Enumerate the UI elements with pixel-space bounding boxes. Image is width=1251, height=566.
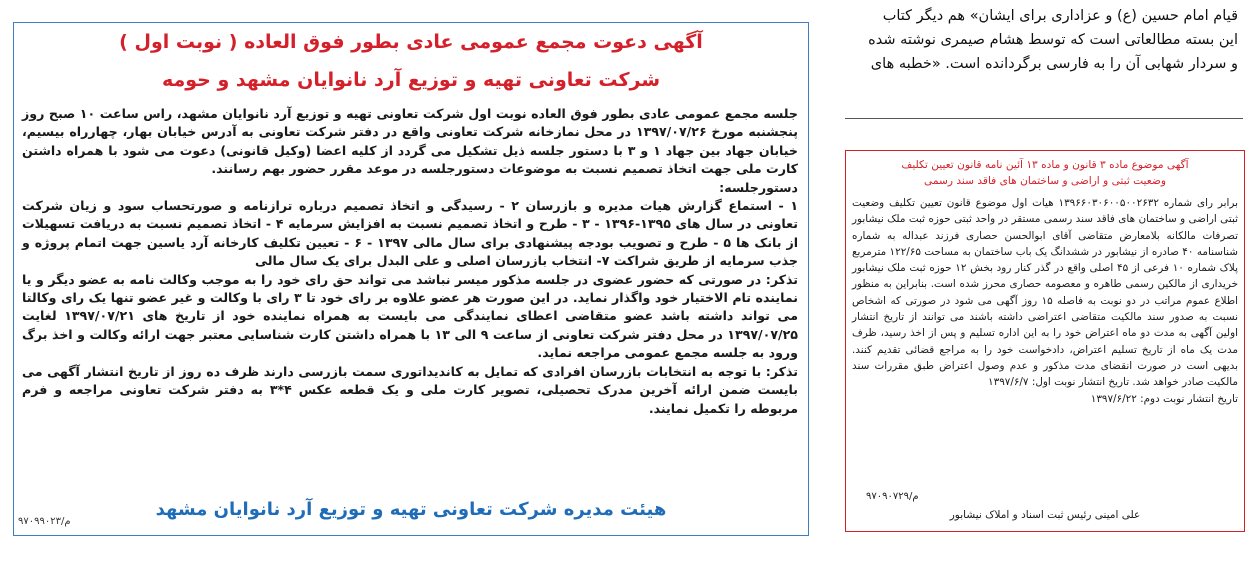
ad-agenda-label: دستورجلسه: [719,179,798,195]
ad-agenda-items: ۱ - استماع گزارش هیات مدیره و بازرسان ۲ - رسیدگی و اتخاذ تصمیم درباره ترازنامه و صورتحساب سود و زیان شرکت تعاونی در سال های ۱۳۹۵-۱۳۹۶ - ۳ - طرح و اتخاذ تصمیم نسبت به افزایش سرمایه ۴ - اتخاذ تصمیم نسبت به دریافت تسهیلات از بانک ها ۵ - طرح و تصویب بودجه پیشنهادی برای سال مالی ۱۳۹۷ - ۶ - تعیین تکلیف کارخانه آرد یاسین جهت اتمام پروژه و جذب سرمایه از طریق شراکت ۷- انتخاب بازرسان اصلی و علی البدل برای یک سال مالی [22,198,799,269]
ad-title: آگهی دعوت مجمع عمومی عادی بطور فوق العاده ( نوبت اول ) [119,31,703,53]
ad-reference-number: ۹۷۰۹۹۰۲۳/م [18,516,71,527]
ad-paragraph-intro: جلسه مجمع عمومی عادی بطور فوق العاده نوبت اول شرکت تعاونی تهیه و توزیع آرد نانوایان مشهد، راس ساعت ۱۰ صبح روز پنجشنبه مورخ ۱۳۹۷/۰۷/۲۶ در محل نمازخانه شرکت تعاونی واقع در دفتر شرکت تعاونی به آدرس خیابان بهار، چهارراه بیسیم، خیابان جهاد بین جهاد ۱ و ۳ با دستور جلسه ذیل تشکیل می گردد از کلیه اعضا (وکیل قانونی) دعوت می شود با همراه داشتن کارت ملی جهت اتخاذ تصمیم نسبت به موضوعات دستورجلسه در موعد مقرر حضور بهم رسانند. [22,106,799,177]
ad-note-inspectors: تذکر: با توجه به انتخابات بازرسان افرادی که تمایل به کاندیداتوری سمت بازرسی دارند ظرف ده روز از تاریخ انتشار آگهی می بایست ضمن ارائه آخرین مدرک تحصیلی، تصویر کارت ملی و یک قطعه عکس ۴*۳ به دفتر شرکت تعاونی مراجعه و فرم مربوطه را تکمیل نمایند. [22,363,798,416]
notice-second-date: تاریخ انتشار نوبت دوم: ۱۳۹۷/۶/۲۲ [1090,392,1238,405]
column-divider [845,118,1243,119]
notice-paragraph: برابر رای شماره ۱۳۹۶۶۰۳۰۶۰۰۵۰۰۲۶۳۲ هیات اول موضوع قانون تعیین تکلیف وضعیت ثبتی اراضی و ساختمان های فاقد سند رسمی مستقر در واحد ثبتی حوزه ثبت ملک نیشابور تصرفات مالکانه بلامعارض متقاضی آقای ابوالحسن حصاری فرزند عبداله به شماره شناسنامه ۴۰ صادره از نیشابور در ششدانگ یک باب ساختمان به مساحت ۱۲۲/۶۵ مترمربع پلاک شماره ۱۰ فرعی از ۴۵ اصلی واقع در گذر کنار رود بخش ۱۲ حوزه ثبت ملک نیشابور خریداری از مالکین رسمی طاهره و معصومه حصاری محرز شده است. بنابراین به منظور اطلاع عموم مراتب در دو نوبت به فاصله ۱۵ روز آگهی می شود در صورتی که اشخاص نسبت به صدور سند مالکیت متقاضی اعتراضی داشته باشند می توانند از تاریخ انتشار اولین آگهی به مدت دو ماه اعتراض خود را به این اداره تسلیم و پس از اخذ رسید، ظرف مدت یک ماه از تاریخ تسلیم اعتراض، دادخواست خود را به مراجع قضائی تقدیم کنند. بدیهی است در صورت انقضای مدت مذکور و عدم وصول اعتراض طبق مقررات سند مالکیت صادر خواهد شد. تاریخ انتشار نوبت اول: ۱۳۹۷/۶/۷ [852,197,1238,389]
notice-header-line: وضعیت ثبتی و اراضی و ساختمان های فاقد سند رسمی [924,175,1166,187]
column-line: و سردار شهابی آن را به فارسی برگردانده است. «خطبه های [870,56,1238,72]
notice-reference-number: ۹۷۰۹۰۷۲۹/م [866,491,919,502]
column-line: این بسته مطالعاتی است که توسط هشام صیمری نوشته شده [868,32,1238,48]
ad-body [22,105,798,418]
invitation-advertisement [13,22,809,536]
registry-notice [845,150,1245,532]
ad-signature: هیئت مدیره شرکت تعاونی تهیه و توزیع آرد نانوایان مشهد [155,499,667,520]
notice-header [850,157,1240,189]
ad-note-proxy: تذکر: در صورتی که حضور عضوی در جلسه مذکور میسر نباشد می تواند حق رای خود را به موجب وکالت نامه به عضو دیگر و یا نماینده تام الاختیار خود واگذار نماید. در این صورت هر عضو علاوه بر رای خود تا ۳ رای با وکالت و غیر عضو تنها یک رای وکالتا می تواند داشته باشد عضو متقاضی اعطای نمایندگی می بایست به همراه نماینده خود از تاریخ های ۱۳۹۷/۰۷/۲۱ لغایت ۱۳۹۷/۰۷/۲۵ در محل دفتر شرکت تعاونی از ساعت ۹ الی ۱۳ با همراه داشتن کارت شناسایی معتبر جهت ارائه وکالت و اخذ برگ ورود به جلسه مجمع عمومی مراجعه نماید. [22,271,799,361]
notice-header-line: آگهی موضوع ماده ۳ قانون و ماده ۱۳ آئین نامه قانون تعیین تکلیف [901,159,1189,171]
notice-signer: علی امینی رئیس ثبت اسناد و املاک نیشابور [949,509,1141,521]
column-line: قیام امام حسین (ع) و عزاداری برای ایشان» هم دیگر کتاب [882,8,1238,24]
notice-body [852,195,1238,407]
article-column-snippet [840,4,1238,76]
ad-company-name: شرکت تعاونی تهیه و توزیع آرد نانوایان مشهد و حومه [161,69,661,91]
